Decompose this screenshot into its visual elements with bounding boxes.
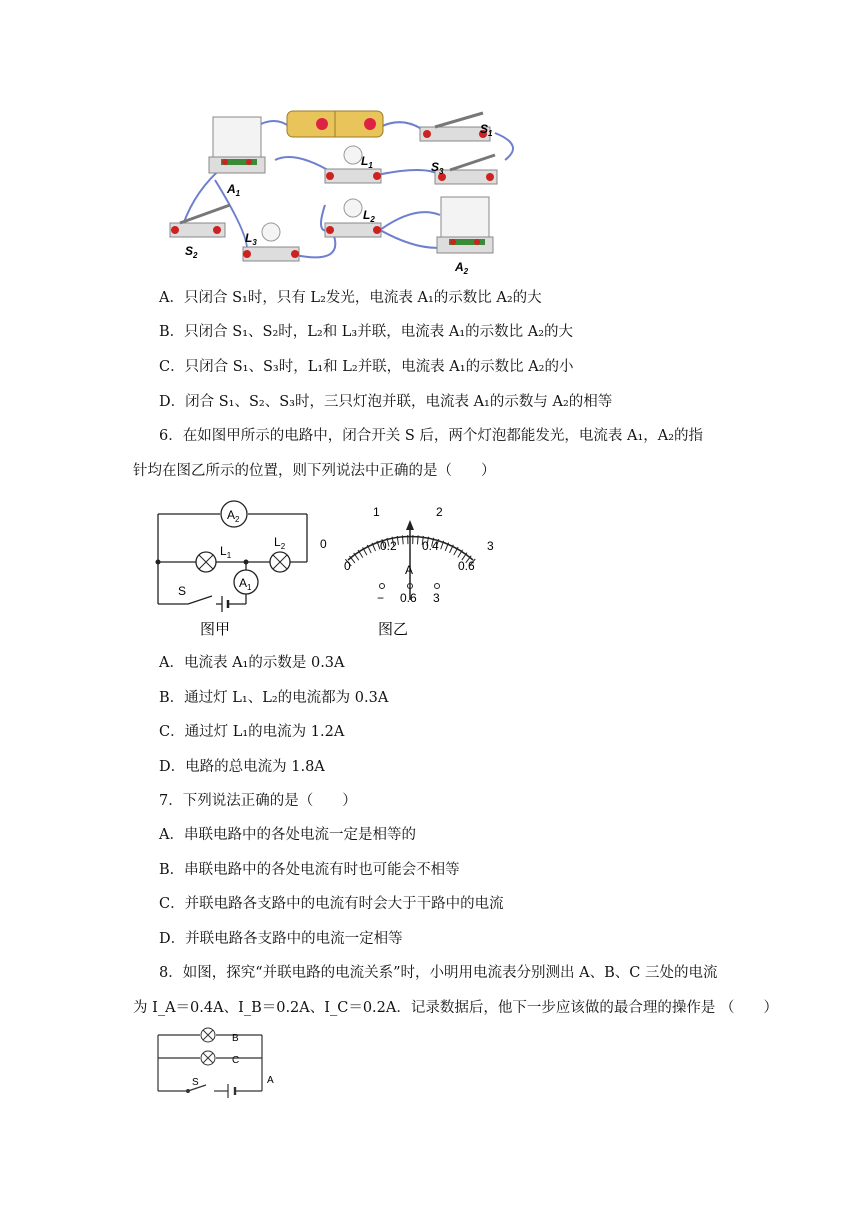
q6-stem-line2: 针均在图乙所示的位置，则下列说法中正确的是（ ）	[133, 463, 496, 479]
q8-label-c: C	[232, 1055, 240, 1066]
switch-s2-icon	[170, 205, 230, 237]
label-l2: $L_2$	[363, 208, 375, 224]
jia-l2-label: $L_2$	[274, 535, 286, 551]
q5-circuit-figure	[165, 105, 525, 275]
inner-tick-3: 0.6	[458, 559, 475, 573]
ammeter-a2-icon	[437, 197, 493, 253]
inner-tick-0: 0	[344, 559, 351, 573]
q7-option-d: D．并联电路各支路中的电流一定相等	[159, 931, 403, 947]
q8-stem-line2: 为 I_A＝0.4A、I_B＝0.2A、I_C＝0.2A．记录数据后，他下一步应该做的最合理的操作是 （ ）	[133, 1000, 778, 1016]
label-l3: $L_3$	[245, 231, 257, 247]
q5-option-b: B．只闭合 S₁、S₂时，L₂和 L₃并联，电流表 A₁的示数比 A₂的大	[159, 324, 574, 340]
yi-caption: 图乙	[378, 621, 409, 638]
terminal-0.6: 0.6	[400, 591, 417, 605]
outer-tick-2: 2	[436, 505, 443, 519]
q6-option-b: B．通过灯 L₁、L₂的电流都为 0.3A	[159, 690, 389, 706]
outer-tick-0: 0	[320, 537, 327, 551]
q7-stem: 7．下列说法正确的是（ ）	[159, 793, 357, 809]
terminal-3: 3	[433, 591, 440, 605]
jia-l1-label: $L_1$	[220, 544, 232, 560]
label-a2: $A_2$	[455, 260, 469, 275]
q6-figure-jia	[150, 500, 315, 640]
q5-option-a: A．只闭合 S₁时，只有 L₂发光，电流表 A₁的示数比 A₂的大	[159, 290, 542, 306]
q7-option-c: C．并联电路各支路中的电流有时会大于干路中的电流	[159, 896, 504, 912]
q8-label-a: A	[267, 1075, 274, 1086]
label-a1: $A_1$	[227, 182, 241, 198]
q8-stem-line1: 8．如图，探究“并联电路的电流关系”时，小明用电流表分别测出 A、B、C 三处的电流	[159, 965, 718, 981]
q5-option-d: D．闭合 S₁、S₂、S₃时，三只灯泡并联，电流表 A₁的示数与 A₂的相等	[159, 394, 613, 410]
q8-circuit-figure	[152, 1025, 282, 1100]
label-s3: $S_3$	[431, 160, 444, 176]
switch-s3-icon	[435, 155, 497, 184]
ammeter-a1-icon	[209, 117, 265, 173]
q7-option-b: B．串联电路中的各处电流有时也可能会不相等	[159, 862, 460, 878]
label-s1: $S_1$	[480, 122, 493, 138]
q6-option-d: D．电路的总电流为 1.8A	[159, 759, 325, 775]
jia-s-label: S	[178, 584, 187, 598]
outer-tick-1: 1	[373, 505, 380, 519]
dial-unit: A	[405, 563, 414, 577]
battery-icon	[287, 111, 383, 137]
terminal-minus: −	[377, 591, 385, 605]
jia-caption: 图甲	[200, 621, 231, 638]
q7-option-a: A．串联电路中的各处电流一定是相等的	[159, 827, 416, 843]
q6-option-a: A．电流表 A₁的示数是 0.3A	[159, 655, 345, 671]
label-s2: $S_2$	[185, 244, 198, 260]
q5-option-c: C．只闭合 S₁、S₃时，L₁和 L₂并联，电流表 A₁的示数比 A₂的小	[159, 359, 574, 375]
jia-a1-label: $A_1$	[239, 576, 252, 592]
q6-figure-yi	[318, 500, 503, 640]
inner-tick-2: 0.4	[422, 539, 439, 553]
jia-a2-label: $A_2$	[227, 508, 240, 524]
q6-stem-line1: 6．在如图甲所示的电路中，闭合开关 S 后，两个灯泡都能发光，电流表 A₁，A₂的指	[159, 428, 704, 444]
q8-label-b: B	[232, 1033, 239, 1044]
inner-tick-1: 0.2	[380, 539, 397, 553]
outer-tick-3: 3	[487, 539, 494, 553]
label-l1: $L_1$	[361, 154, 373, 170]
q6-option-c: C．通过灯 L₁的电流为 1.2A	[159, 724, 345, 740]
q8-label-s: S	[192, 1077, 199, 1088]
